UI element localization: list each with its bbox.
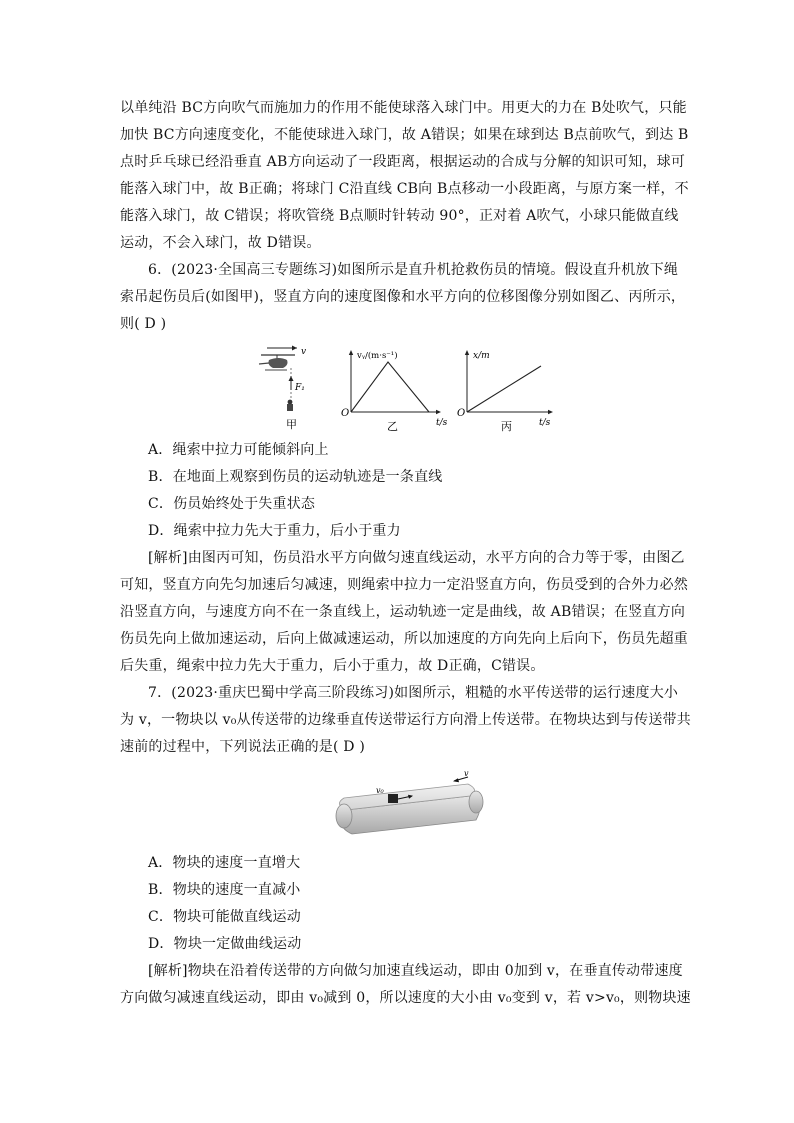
question-6-line: 6．(2023·全国高三专题练习)如图所示是直升机抢救伤员的情境。假设直升机放下绳 xyxy=(148,262,679,278)
graph-bing-y-label: x/m xyxy=(473,351,490,361)
graph-bing-origin: O xyxy=(457,408,466,419)
analysis-6-line: 伤员先向上做加速运动，后向上做减速运动，所以加速度的方向先向上后向下，伤员先超重 xyxy=(120,631,688,647)
figure-6 xyxy=(255,340,555,432)
graph-bing-x-label: t/s xyxy=(539,418,551,428)
question-6-option-b: B．在地面上观察到伤员的运动轨迹是一条直线 xyxy=(148,469,443,485)
figure-caption-bing: 丙 xyxy=(501,420,512,432)
analysis-7-line: 方向做匀减速直线运动，即由 v₀减到 0，所以速度的大小由 v₀变到 v，若 v>v₀，则物块速 xyxy=(120,990,691,1006)
graph-yi-x-label: t/s xyxy=(436,418,448,428)
question-7-option-b: B．物块的速度一直减小 xyxy=(148,882,301,898)
text-line: 能落入球门，故 C错误；将吹管绕 B点顺时针转动 90°，正对着 A吹气，小球只能做直线 xyxy=(120,208,679,224)
question-7-option-c: C．物块可能做直线运动 xyxy=(148,909,301,925)
analysis-6-line: 后失重，绳索中拉力先大于重力，后小于重力，故 D正确，C错误。 xyxy=(120,658,545,674)
figure-caption-jia: 甲 xyxy=(286,418,297,431)
text-line: 点时乒乓球已经沿垂直 AB方向运动了一段距离，根据运动的合成与分解的知识可知，球可 xyxy=(120,154,686,170)
helicopter-illustration xyxy=(259,346,297,412)
block-v0-label: v₀ xyxy=(376,786,384,795)
analysis-7-line: [解析]物块在沿着传送带的方向做匀加速直线运动，即由 0加到 v，在垂直传动带速度 xyxy=(148,963,683,979)
analysis-6-line: 可知，竖直方向先匀加速后匀减速，则绳索中拉力一定沿竖直方向，伤员受到的合外力必然 xyxy=(120,577,688,593)
analysis-6-line: 沿竖直方向，与速度方向不在一条直线上，运动轨迹一定是曲线，故 AB错误；在竖直方向 xyxy=(120,604,686,620)
conveyor-belt xyxy=(336,784,483,834)
belt-v-label: v xyxy=(464,769,469,778)
question-7-line: 7．(2023·重庆巴蜀中学高三阶段练习)如图所示，粗糙的水平传送带的运行速度大小 xyxy=(148,685,679,701)
helicopter-v-label: v xyxy=(301,347,307,357)
text-line: 加快 BC方向速度变化，不能使球进入球门，故 A错误；如果在球到达 B点前吹气，到达 B xyxy=(120,127,689,143)
figure-caption-yi: 乙 xyxy=(387,420,398,432)
graph-yi-origin: O xyxy=(341,408,350,419)
question-6-line: 则( D ) xyxy=(120,316,167,332)
text-line: 运动，不会入球门，故 D错误。 xyxy=(120,235,321,251)
question-6-option-a: A．绳索中拉力可能倾斜向上 xyxy=(148,442,329,458)
question-6-option-c: C．伤员始终处于失重状态 xyxy=(148,496,316,512)
question-7-option-a: A．物块的速度一直增大 xyxy=(148,855,301,871)
question-7-option-d: D．物块一定做曲线运动 xyxy=(148,936,302,952)
analysis-6-line: [解析]由图丙可知，伤员沿水平方向做匀速直线运动，水平方向的合力等于零，由图乙 xyxy=(148,550,685,566)
text-line: 能落入球门中，故 B正确；将球门 C沿直线 CB向 B点移动一小段距离，与原方案一样，不 xyxy=(120,181,689,197)
question-7-line: 速前的过程中，下列说法正确的是( D ) xyxy=(120,739,366,755)
helicopter-force-label: F₁ xyxy=(295,383,305,393)
text-line: 以单纯沿 BC方向吹气而施加力的作用不能使球落入球门中。用更大的力在 B处吹气，只能 xyxy=(120,100,687,116)
question-6-line: 索吊起伤员后(如图甲)，竖直方向的速度图像和水平方向的位移图像分别如图乙、丙所示， xyxy=(120,289,686,305)
question-6-option-d: D．绳索中拉力先大于重力，后小于重力 xyxy=(148,523,401,539)
figure-7-conveyor-belt xyxy=(330,768,490,840)
question-7-line: 为 v，一物块以 v₀从传送带的边缘垂直传送带运行方向滑上传送带。在物块达到与传送带共 xyxy=(120,712,691,728)
graph-yi-y-label: vᵧ/(m·s⁻¹) xyxy=(357,351,398,361)
